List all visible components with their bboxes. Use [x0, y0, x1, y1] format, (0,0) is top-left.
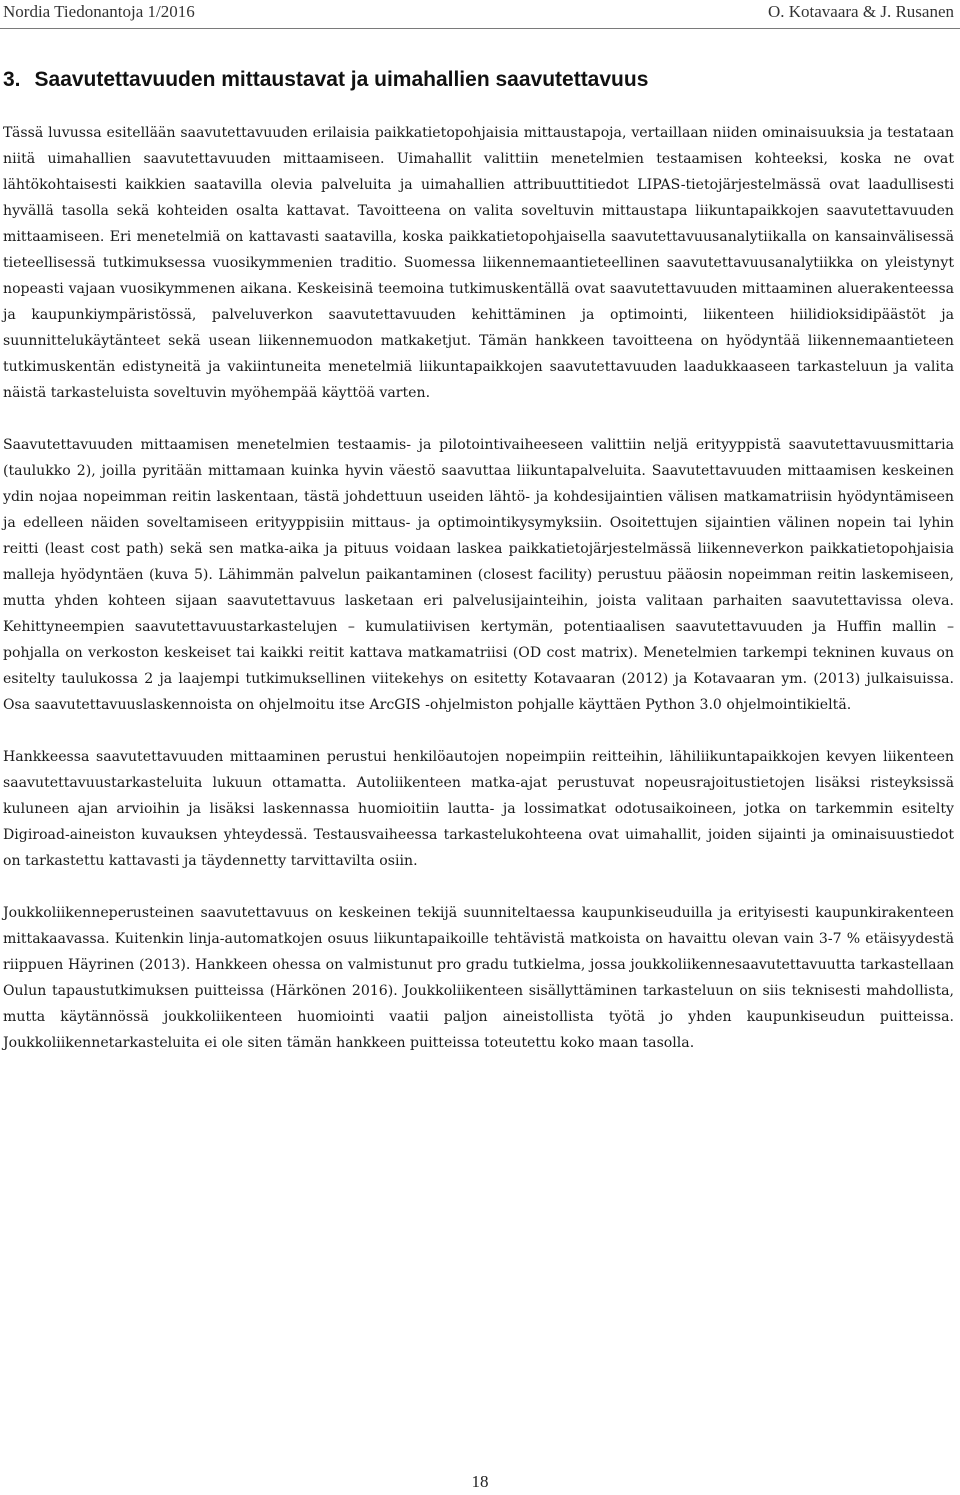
- section-title: Saavutettavuuden mittaustavat ja uimahallien saavutettavuus: [34, 68, 649, 91]
- paragraph: Saavutettavuuden mittaamisen menetelmien testaamis- ja pilotointivaiheeseen valittiin neljä erityyppistä saavutettavuusmittaria (taulukko 2), joilla pyritään mittamaan kuinka hyvin väestö saavuttaa liikuntapalveluita. Saavutettavuuden mittaamisen keskeinen ydin nojaa nopeimman reitin laskentaan, tästä johdettuun useiden lähtö- ja kohdesijaintien välisen matkamatriisin hyödyntämiseen ja edelleen näiden soveltamiseen erityyppisiin mittaus- ja optimointikysymyksiin. Osoitettujen sijaintien välinen nopein tai lyhin reitti (least cost path) sekä sen matka-aika ja pituus voidaan laskea paikkatietojärjestelmässä liikenneverkon paikkatietopohjaisia malleja hyödyntäen (kuva 5). Lähimmän palvelun paikantaminen (closest facility) perustuu pääosin nopeimman reitin laskemiseen, mutta yhden kohteen sijaan saavutettavuus lasketaan eri palvelusijainteihin, joista valitaan parhaiten saavutettavissa oleva. Kehittyneempien saavutettavuustarkastelujen – kumulatiivisen kertymän, potentiaalisen saavutettavuuden ja Huffin mallin – pohjalla on verkoston keskeiset tai kaikki reitit kattava matkamatriisi (OD cost matrix). Menetelmien tarkempi tekninen kuvaus on esitelty taulukossa 2 ja laajempi tutkimuksellinen viitekehys on esitetty Kotavaaran (2012) ja Kotavaaran ym. (2013) julkaisuissa. Osa saavutettavuuslaskennoista on ohjelmoitu itse ArcGIS -ohjelmiston pohjalle käyttäen Python 3.0 ohjelmointikieltä.: [3, 437, 954, 713]
- header-divider: [0, 28, 960, 29]
- paragraph: Joukkoliikenneperusteinen saavutettavuus on keskeinen tekijä suunniteltaessa kaupunkiseuduilla ja erityisesti kaupunkirakenteen mittakaavassa. Kuitenkin linja-automatkojen osuus liikuntapaikoille tehtävistä matkoista on havaittu olevan vain 3-7 % etäisyydestä riippuen Häyrinen (2013). Hankkeen ohessa on valmistunut pro gradu tutkielma, jossa joukkoliikennesaavutettavuutta tarkastellaan Oulun tapaustutkimuksen puitteissa (Härkönen 2016). Joukkoliikenteen sisällyttäminen tarkasteluun on siis teknisesti mahdollista, mutta käytännössä joukkoliikenteen huomiointi vaatii paljon aineistollista työtä jo yhden kaupunkiseudun puitteissa. Joukkoliikennetarkasteluita ei ole siten tämän hankkeen puitteissa toteutettu koko maan tasolla.: [3, 905, 954, 1051]
- journal-citation: Nordia Tiedonantoja 1/2016: [3, 2, 195, 21]
- running-header: [0, 2, 960, 26]
- section-heading: [3, 68, 648, 92]
- author-names: O. Kotavaara & J. Rusanen: [767, 2, 954, 21]
- page-number: 18: [471, 1472, 489, 1491]
- paragraph: Hankkeessa saavutettavuuden mittaaminen perustui henkilöautojen nopeimpiin reitteihin, lähiliikuntapaikkojen kevyen liikenteen saavutettavuustarkasteluita lukuun ottamatta. Autoliikenteen matka-ajat perustuvat nopeusrajoitustietojen lisäksi risteyksissä kuluneen ajan arvioihin ja lisäksi laskennassa huomioitiin lautta- ja lossimatkat odotusaikoineen, jotka on tarkemmin esitelty Digiroad-aineiston kuvauksen yhteydessä. Testausvaiheessa tarkastelukohteena ovat uimahallit, joiden sijainti ja ominaisuustiedot on tarkastettu kattavasti ja täydennetty tarvittavilta osiin.: [3, 749, 954, 869]
- body-text: [3, 120, 954, 1082]
- section-number: 3.: [3, 68, 21, 91]
- paragraph: Tässä luvussa esitellään saavutettavuuden erilaisia paikkatietopohjaisia mittaustapoja, vertaillaan niiden ominaisuuksia ja testataan niitä uimahallien saavutettavuuden mittaamiseen. Uimahallit valittiin menetelmien testaamisen kohteeksi, koska ne ovat lähtökohtaisesti kaikkien saatavilla olevia palveluita ja uimahallien attribuuttitiedot LIPAS-tietojärjestelmässä ovat laadullisesti hyvällä tasolla sekä kohteiden osalta kattavat. Tavoitteena on valita soveltuvin mittaustapa liikuntapaikkojen saavutettavuuden mittaamiseen. Eri menetelmiä on kattavasti saatavilla, koska paikkatietopohjaisella saavutettavuusanalytiikalla on kansainvälisessä tieteellisessä tutkimuksessa vuosikymmenien traditio. Suomessa liikennemaantieteellinen saavutettavuusanalytiikka on yleistynyt nopeasti vajaan vuosikymmenen aikana. Keskeisinä teemoina tutkimuskentällä ovat saavutettavuuden mittaaminen aluerakenteessa ja kaupunkiympäristössä, palveluverkon saavutettavuuden kehittäminen ja optimointi, liikenteen hiilidioksidipäästöt ja suunnittelukäytänteet sekä usean liikennemuodon matkaketjut. Tämän hankkeen tavoitteena on hyödyntää liikennemaantieteen tutkimuskentän edistyneitä ja vakiintuneita menetelmiä liikuntapaikkojen saavutettavuuden laadukkaaseen tarkasteluun ja valita näistä tarkasteluista soveltuvin myöhempää käyttöä varten.: [3, 125, 954, 401]
